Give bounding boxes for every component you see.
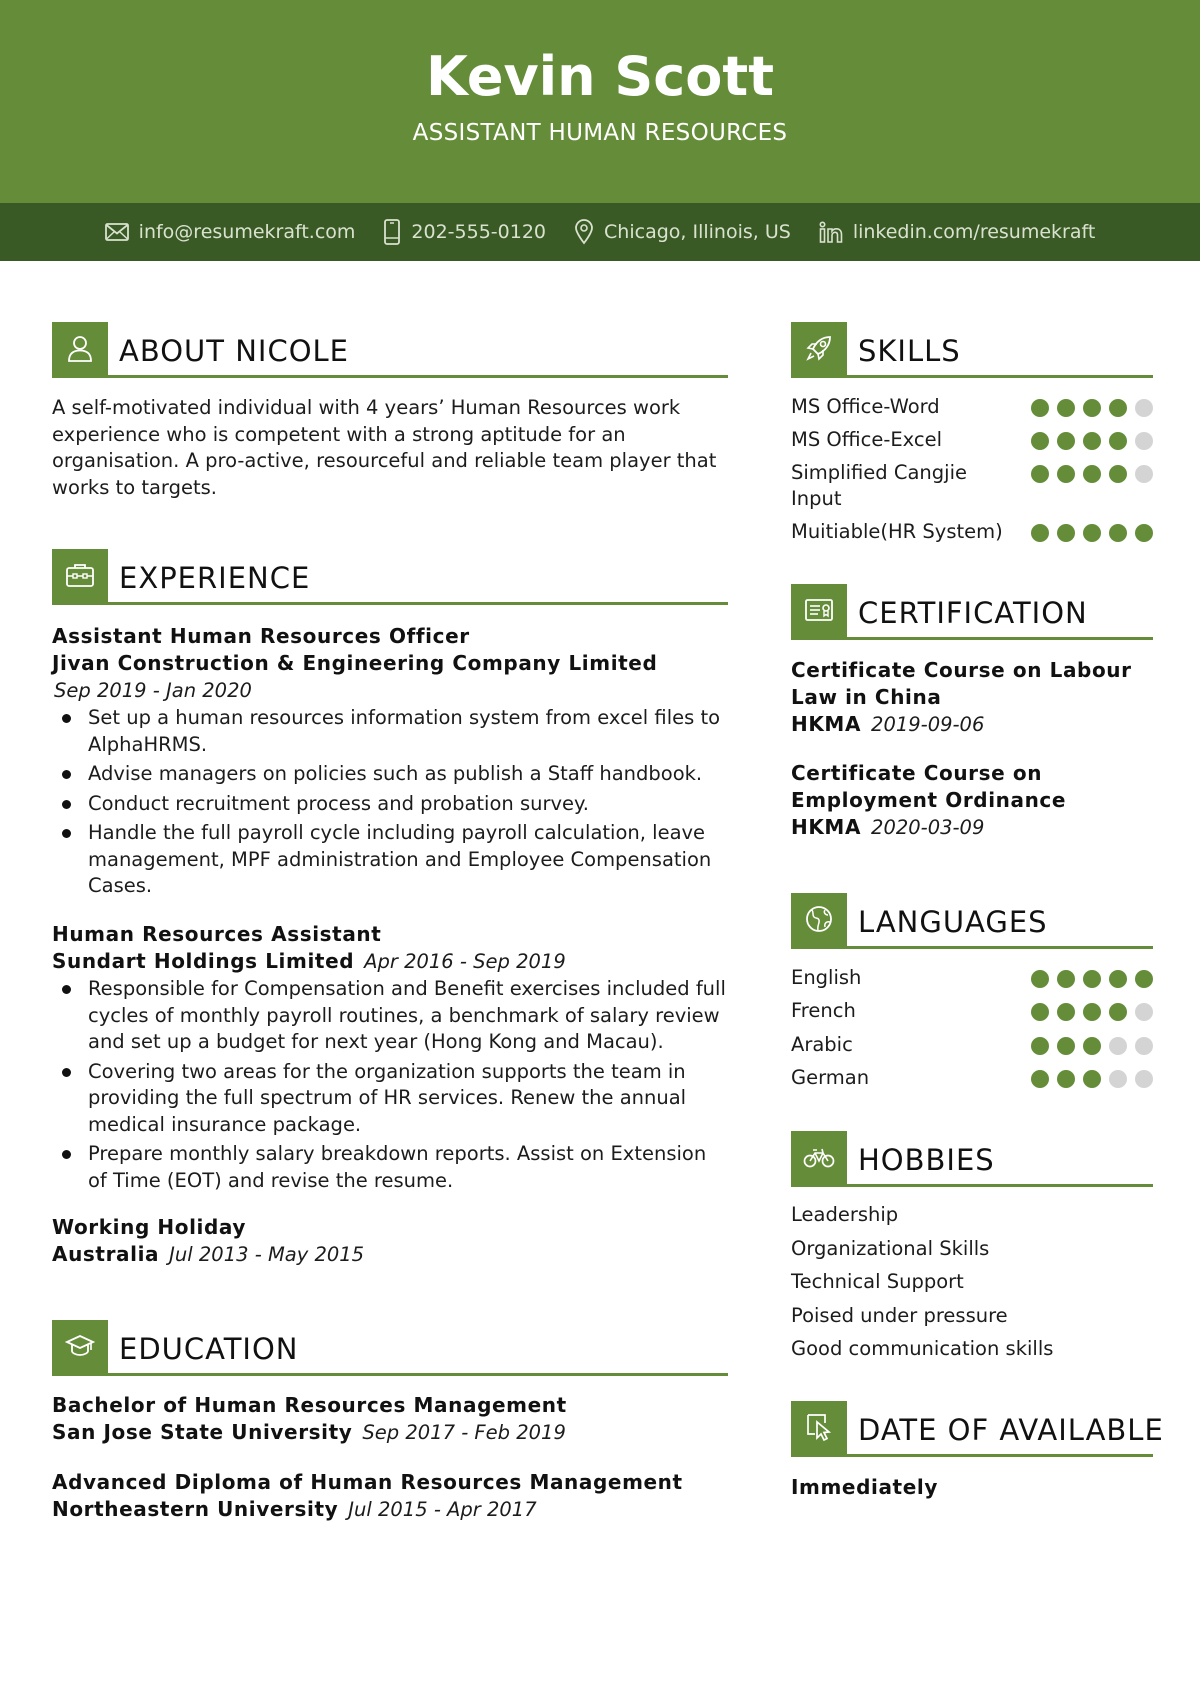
- certification-org-line: [791, 814, 1153, 841]
- job-company: Australia: [52, 1242, 160, 1266]
- rating-dot-filled: [1083, 432, 1101, 450]
- certificate-icon: [804, 597, 834, 627]
- list-item: Advise managers on policies such as publish a Staff handbook.: [52, 761, 728, 788]
- rating-dot-empty: [1135, 1037, 1153, 1055]
- briefcase-icon: [65, 562, 95, 592]
- rating-dot-filled: [1031, 970, 1049, 988]
- skill-rating: [1031, 524, 1153, 542]
- certification-title: Certificate Course on Employment Ordinance: [791, 761, 1067, 812]
- education-icon-box: [52, 1320, 108, 1376]
- rating-dot-filled: [1135, 970, 1153, 988]
- about-icon-box: [52, 322, 108, 378]
- rating-dot-filled: [1083, 524, 1101, 542]
- availability-value: Immediately: [791, 1475, 938, 1499]
- skill-rating: [1031, 465, 1153, 483]
- skill-name: MS Office-Excel: [791, 428, 943, 451]
- contact-linkedin-text: linkedin.com/resumekraft: [852, 221, 1096, 243]
- linkedin-icon: [819, 221, 843, 243]
- about-text: A self-motivated individual with 4 years’ Human Resources work experience who is competent with a strong aptitude for an organisation. A pro-active, resourceful and reliable team player that works to targets.: [52, 396, 717, 499]
- skill-name: MS Office-Word: [791, 395, 940, 418]
- list-item: Responsible for Compensation and Benefit exercises included full cycles of monthly payroll routines, a benchmark of salary review and set up a budget for next year (Hong Kong and Macau).: [52, 976, 728, 1056]
- rating-dot-filled: [1083, 970, 1101, 988]
- language-rating: [1031, 1003, 1153, 1021]
- rating-dot-empty: [1135, 399, 1153, 417]
- contact-email-text: info@resumekraft.com: [138, 221, 356, 243]
- list-item: Conduct recruitment process and probation survey.: [52, 791, 728, 818]
- languages-heading: LANGUAGES: [858, 905, 1048, 939]
- list-item: Covering two areas for the organization supports the team in providing the full spectrum of HR services. Renew the annual medical insurance package.: [52, 1059, 728, 1139]
- experience-icon-box: [52, 549, 108, 605]
- language-row: [791, 998, 1153, 1028]
- skill-row: [791, 427, 1153, 457]
- education-school: San Jose State University: [52, 1420, 353, 1444]
- list-item: Handle the full payroll cycle including payroll calculation, leave management, MPF administration and Employee Compensation Cases.: [52, 820, 728, 900]
- rating-dot-filled: [1031, 1070, 1049, 1088]
- certification-title: Certificate Course on Labour Law in China: [791, 658, 1132, 709]
- contact-phone[interactable]: [383, 219, 546, 245]
- job-title: Working Holiday: [52, 1215, 247, 1239]
- contact-location: [574, 219, 791, 245]
- skill-rating: [1031, 399, 1153, 417]
- language-row: [791, 1032, 1153, 1062]
- hobby-item: Good communication skills: [791, 1337, 1054, 1360]
- hobby-item: Leadership: [791, 1203, 899, 1226]
- certification-icon-box: [791, 584, 847, 640]
- rating-dot-filled: [1031, 432, 1049, 450]
- experience-section-header: [52, 549, 728, 605]
- globe-icon: [804, 904, 834, 938]
- rating-dot-empty: [1135, 1003, 1153, 1021]
- certification-entry-1: [791, 657, 1153, 738]
- about-heading: ABOUT NICOLE: [119, 334, 350, 368]
- rating-dot-filled: [1031, 524, 1049, 542]
- rocket-icon: [804, 333, 834, 367]
- skills-icon-box: [791, 322, 847, 378]
- skill-name: Simplified Cangjie Input: [791, 461, 967, 510]
- language-name: Arabic: [791, 1033, 853, 1056]
- language-rating: [1031, 970, 1153, 988]
- map-pin-icon: [574, 219, 594, 245]
- job-company-line: [52, 1241, 728, 1268]
- user-icon: [65, 333, 95, 367]
- language-rating: [1031, 1037, 1153, 1055]
- skill-rating: [1031, 432, 1153, 450]
- rating-dot-filled: [1031, 399, 1049, 417]
- candidate-title: ASSISTANT HUMAN RESOURCES: [412, 120, 788, 146]
- rating-dot-filled: [1109, 432, 1127, 450]
- hobbies-section-header: [791, 1131, 1153, 1187]
- education-section-header: [52, 1320, 728, 1376]
- availability-icon-box: [791, 1401, 847, 1457]
- rating-dot-filled: [1031, 1003, 1049, 1021]
- skill-row: [791, 394, 1153, 424]
- contact-phone-text: 202-555-0120: [411, 221, 547, 243]
- availability-section-header: [791, 1401, 1164, 1457]
- job-entry-2: [52, 921, 728, 1197]
- skill-row: [791, 519, 1153, 549]
- rating-dot-filled: [1135, 524, 1153, 542]
- education-entry-1: [52, 1392, 728, 1446]
- job-dates: Jul 2013 - May 2015: [169, 1243, 365, 1266]
- certification-section-header: [791, 584, 1153, 640]
- rating-dot-filled: [1057, 1070, 1075, 1088]
- job-bullets: [52, 705, 728, 900]
- rating-dot-filled: [1057, 524, 1075, 542]
- phone-icon: [383, 219, 401, 245]
- job-entry-3: [52, 1214, 728, 1268]
- rating-dot-filled: [1083, 1003, 1101, 1021]
- rating-dot-filled: [1109, 524, 1127, 542]
- language-rating: [1031, 1070, 1153, 1088]
- rating-dot-filled: [1083, 465, 1101, 483]
- rating-dot-empty: [1135, 465, 1153, 483]
- skill-row: [791, 460, 1153, 516]
- hobbies-heading: HOBBIES: [858, 1143, 995, 1177]
- contact-linkedin[interactable]: [819, 221, 1096, 243]
- language-row: [791, 1065, 1153, 1095]
- rating-dot-empty: [1135, 432, 1153, 450]
- certification-heading: CERTIFICATION: [858, 596, 1088, 630]
- education-school-line: [52, 1419, 728, 1446]
- hobby-item: Poised under pressure: [791, 1304, 1008, 1327]
- language-name: English: [791, 966, 862, 989]
- rating-dot-filled: [1031, 1037, 1049, 1055]
- about-section-header: [52, 322, 728, 378]
- education-dates: Jul 2015 - Apr 2017: [348, 1498, 537, 1521]
- contact-email[interactable]: [105, 221, 356, 243]
- contact-location-text: Chicago, Illinois, US: [604, 221, 791, 243]
- hobby-item: Organizational Skills: [791, 1237, 990, 1260]
- job-bullets: [52, 976, 728, 1194]
- list-item: Prepare monthly salary breakdown reports. Assist on Extension of Time (EOT) and revise the resume.: [52, 1141, 728, 1194]
- education-heading: EDUCATION: [119, 1332, 299, 1366]
- skills-section-header: [791, 322, 1153, 378]
- availability-heading: DATE OF AVAILABLE: [858, 1413, 1164, 1447]
- rating-dot-filled: [1057, 432, 1075, 450]
- rating-dot-filled: [1109, 970, 1127, 988]
- rating-dot-filled: [1109, 399, 1127, 417]
- job-title: Assistant Human Resources Officer: [52, 624, 470, 648]
- rating-dot-filled: [1031, 465, 1049, 483]
- rating-dot-filled: [1083, 1070, 1101, 1088]
- graduation-cap-icon: [65, 1334, 95, 1362]
- job-company: Sundart Holdings Limited: [52, 949, 355, 973]
- education-dates: Sep 2017 - Feb 2019: [362, 1421, 566, 1444]
- languages-icon-box: [791, 893, 847, 949]
- rating-dot-filled: [1057, 970, 1075, 988]
- language-name: German: [791, 1066, 870, 1089]
- rating-dot-filled: [1057, 1003, 1075, 1021]
- job-entry-1: [52, 623, 728, 903]
- rating-dot-filled: [1109, 1003, 1127, 1021]
- experience-heading: EXPERIENCE: [119, 561, 311, 595]
- hobby-item: Technical Support: [791, 1270, 964, 1293]
- language-name: French: [791, 999, 856, 1022]
- language-row: [791, 965, 1153, 995]
- rating-dot-filled: [1057, 399, 1075, 417]
- job-company-line: [52, 948, 728, 975]
- education-degree: Bachelor of Human Resources Management: [52, 1393, 567, 1417]
- rating-dot-filled: [1109, 465, 1127, 483]
- rating-dot-filled: [1083, 1037, 1101, 1055]
- skill-name: Muitiable(HR System): [791, 520, 1003, 543]
- rating-dot-filled: [1083, 399, 1101, 417]
- certification-date: 2020-03-09: [871, 816, 985, 839]
- list-item: Set up a human resources information system from excel files to AlphaHRMS.: [52, 705, 728, 758]
- contact-bar: [0, 203, 1200, 261]
- certification-org-line: [791, 711, 1153, 738]
- job-company: Jivan Construction & Engineering Company Limited: [52, 651, 658, 675]
- education-school: Northeastern University: [52, 1497, 339, 1521]
- certification-date: 2019-09-06: [871, 713, 985, 736]
- job-title: Human Resources Assistant: [52, 922, 382, 946]
- rating-dot-empty: [1135, 1070, 1153, 1088]
- rating-dot-empty: [1109, 1037, 1127, 1055]
- rating-dot-filled: [1057, 465, 1075, 483]
- education-entry-2: [52, 1469, 728, 1523]
- resume-header: [0, 0, 1200, 203]
- rating-dot-empty: [1109, 1070, 1127, 1088]
- hobbies-icon-box: [791, 1131, 847, 1187]
- bicycle-icon: [803, 1145, 835, 1173]
- envelope-icon: [105, 223, 129, 241]
- skills-heading: SKILLS: [858, 334, 961, 368]
- education-school-line: [52, 1496, 728, 1523]
- job-dates: Apr 2016 - Sep 2019: [364, 950, 566, 973]
- job-dates: Sep 2019 - Jan 2020: [54, 679, 252, 702]
- cursor-icon: [805, 1412, 833, 1446]
- rating-dot-filled: [1057, 1037, 1075, 1055]
- languages-section-header: [791, 893, 1153, 949]
- candidate-name: Kevin Scott: [425, 45, 775, 108]
- certification-entry-2: [791, 760, 1153, 841]
- education-degree: Advanced Diploma of Human Resources Management: [52, 1470, 683, 1494]
- certification-org: HKMA: [791, 712, 862, 736]
- certification-org: HKMA: [791, 815, 862, 839]
